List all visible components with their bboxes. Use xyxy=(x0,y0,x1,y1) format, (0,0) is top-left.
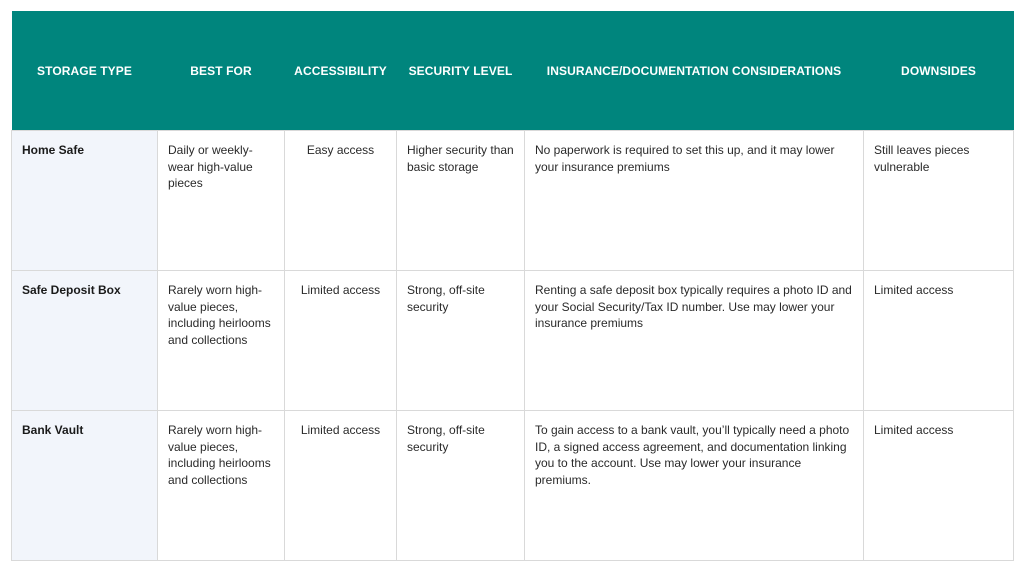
table-row xyxy=(12,271,1014,411)
cell-accessibility: Limited access xyxy=(285,411,397,561)
cell-best-for: Rarely worn high-value pieces, including heirlooms and collections xyxy=(158,271,285,411)
cell-security-level: Higher security than basic storage xyxy=(397,131,525,271)
cell-downsides: Still leaves pieces vulnerable xyxy=(864,131,1014,271)
header-best-for: BEST FOR xyxy=(158,11,285,131)
header-downsides: DOWNSIDES xyxy=(864,11,1014,131)
header-accessibility: ACCESSIBILITY xyxy=(285,11,397,131)
header-storage-type: STORAGE TYPE xyxy=(12,11,158,131)
cell-storage-type: Bank Vault xyxy=(12,411,158,561)
header-security-level: SECURITY LEVEL xyxy=(397,11,525,131)
cell-insurance: No paperwork is required to set this up, and it may lower your insurance premiums xyxy=(525,131,864,271)
cell-security-level: Strong, off-site security xyxy=(397,271,525,411)
cell-downsides: Limited access xyxy=(864,411,1014,561)
cell-best-for: Rarely worn high-value pieces, including heirlooms and collections xyxy=(158,411,285,561)
cell-best-for: Daily or weekly-wear high-value pieces xyxy=(158,131,285,271)
cell-insurance: Renting a safe deposit box typically requires a photo ID and your Social Security/Tax ID number. Use may lower your insurance premiums xyxy=(525,271,864,411)
comparison-table-container xyxy=(11,11,1013,558)
cell-insurance: To gain access to a bank vault, you’ll typically need a photo ID, a signed access agreement, and documentation linking you to the account. Use may lower your insurance premiums. xyxy=(525,411,864,561)
cell-accessibility: Limited access xyxy=(285,271,397,411)
cell-storage-type: Safe Deposit Box xyxy=(12,271,158,411)
table-row xyxy=(12,131,1014,271)
header-insurance: INSURANCE/DOCUMENTATION CONSIDERATIONS xyxy=(525,11,864,131)
cell-downsides: Limited access xyxy=(864,271,1014,411)
cell-storage-type: Home Safe xyxy=(12,131,158,271)
cell-security-level: Strong, off-site security xyxy=(397,411,525,561)
table-header-row xyxy=(12,11,1014,131)
table-row xyxy=(12,411,1014,561)
cell-accessibility: Easy access xyxy=(285,131,397,271)
storage-comparison-table xyxy=(11,11,1014,561)
